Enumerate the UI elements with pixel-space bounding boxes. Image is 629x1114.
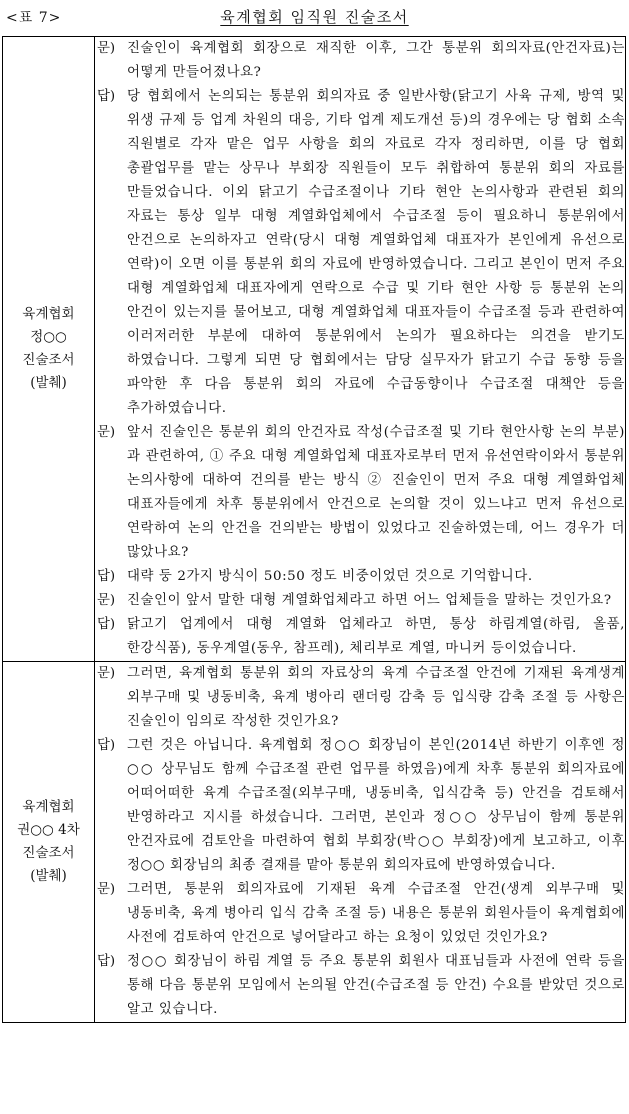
qa-text: 그러면, 육계협회 통분위 회의 자료상의 육계 수급조절 안건에 기재된 육계생계 외부구매 및 냉동비축, 육계 병아리 랜더링 감축 등 입식량 감축 조절 등 사항은 진술인이 임의로 작성한 것인가요? [127, 666, 625, 729]
table-row [3, 662, 626, 1023]
table-label: <표 7> [6, 10, 62, 26]
qa-item [95, 734, 625, 878]
statement-table [2, 36, 626, 1023]
qa-item [95, 613, 625, 661]
qa-label: 문) [97, 593, 116, 608]
source-cell [3, 662, 95, 1023]
source-line: 진술조서 [22, 845, 75, 861]
qa-text: 대략 둥 2가지 방식이 50:50 정도 비중이었던 것으로 기억합니다. [127, 569, 533, 584]
source-line: 권○○ 4차 [17, 822, 80, 838]
source-line: 정○○ [30, 329, 67, 345]
document-title: 육계협회 임직원 진술조서 [220, 8, 409, 26]
source-line: (발췌) [30, 868, 67, 884]
qa-label: 문) [97, 41, 116, 56]
source-line: (발췌) [30, 375, 67, 391]
source-line: 육계협회 [22, 799, 75, 815]
qa-item [95, 37, 625, 85]
document-header [0, 0, 629, 36]
qa-text: 진술인이 앞서 말한 대형 계열화업체라고 하면 어느 업체들을 말하는 것인가요? [127, 593, 612, 608]
qa-item [95, 565, 625, 589]
qa-label: 답) [97, 954, 116, 969]
qa-text: 닭고기 업계에서 대형 계열화 업체라고 하면, 통상 하림계열(하림, 올품, 한강식품), 동우계열(동우, 참프레), 체리부로 계열, 마니커 등이었습니다. [127, 617, 625, 656]
qa-item [95, 421, 625, 565]
qa-label: 문) [97, 425, 116, 440]
source-line: 진술조서 [22, 352, 75, 368]
qa-item [95, 878, 625, 950]
table-row [3, 37, 626, 662]
qa-label: 답) [97, 738, 116, 753]
qa-item [95, 950, 625, 1022]
qa-label: 문) [97, 882, 116, 897]
qa-item [95, 589, 625, 613]
qa-label: 문) [97, 666, 116, 681]
qa-text: 그런 것은 아닙니다. 육계협회 정○○ 회장님이 본인(2014년 하반기 이후엔 정○○ 상무님도 함께 수급조절 관련 업무를 하였음)에게 차후 통분위 회의자료에 어떠어떠한 육계 수급조절(외부구매, 냉동비축, 입식감축 등) 안건을 검토해서 반영하라고 지시를 하셨습니다. 그러면, 본인과 정○○ 상무님이 함께 통분위 안건자료에 검토안을 마련하여 협회 부회장(박○○ 부회장)에게 보고하고, 이후 정○○ 회장님의 최종 결재를 맡아 통분위 회의자료에 반영하였습니다. [127, 738, 625, 873]
source-cell [3, 37, 95, 662]
qa-label: 답) [97, 89, 116, 104]
qa-item [95, 85, 625, 421]
qa-label: 답) [97, 569, 116, 584]
qa-item [95, 662, 625, 734]
qa-text: 진술인이 육계협회 회장으로 재직한 이후, 그간 통분위 회의자료(안건자료)는 어떻게 만들어졌나요? [127, 41, 625, 80]
qa-label: 답) [97, 617, 116, 632]
qa-text: 그러면, 통분위 회의자료에 기재된 육계 수급조절 안건(생계 외부구매 및 냉동비축, 육계 병아리 입식 감축 조절 등) 내용은 통분위 회원사들이 육계협회에 사전에 검토하여 안건으로 넣어달라고 하는 요청이 있었던 것인가요? [127, 882, 625, 945]
qa-text: 앞서 진술인은 통분위 회의 안건자료 작성(수급조절 및 기타 현안사항 논의 부분)과 관련하여, ① 주요 대형 계열화업체 대표자로부터 먼저 유선연락이와서 통분위 논의사항에 대하여 건의를 받는 방식 ② 진술인이 먼저 주요 대형 계열화업체 대표자들에게 차후 통분위에서 안건으로 논의할 것이 있느냐고 먼저 유선으로 연락하여 논의 안건을 건의받는 방법이 있었다고 진술하였는데, 어느 경우가 더 많았나요? [127, 425, 625, 560]
qa-text: 정○○ 회장님이 하림 계열 등 주요 통분위 회원사 대표님들과 사전에 연락 등을 통해 다음 통분위 모임에서 논의될 안건(수급조절 등 안건) 수요를 받았던 것으로 알고 있습니다. [127, 954, 625, 1017]
qa-text: 당 협회에서 논의되는 통분위 회의자료 중 일반사항(닭고기 사육 규제, 방역 및 위생 규제 등 업계 차원의 대응, 기타 업계 제도개선 등)의 경우에는 당 협회 소속 직원별로 각자 맡은 업무 사항을 회의 자료로 각자 정리하면, 이를 당 협회 총괄업무를 맡는 상무나 부회장 직원들이 모두 취합하여 통분위 회의 자료를 만들었습니다. 이외 닭고기 수급조절이나 기타 현안 논의사항과 관련된 회의 자료는 통상 일부 대형 계열화업체에서 수급조절 등이 필요하니 통분위에서 안건으로 논의하자고 연락(당시 대형 계열화업체 대표자가 본인에게 유선으로 연락)이 오면 이를 통분위 회의 자료에 반영하였습니다. 그리고 본인이 먼저 주요 대형 계열화업체 대표자에게 연락으로 수급 및 기타 현안 사항 등 통분위 논의 안건이 있는지를 물어보고, 대형 계열화업체 대표자들이 수급조절 등과 관련하여 이러저러한 부분에 대하여 통분위에서 논의가 필요하다는 의견을 받기도 하였습니다. 그렇게 되면 당 협회에서는 담당 실무자가 닭고기 수급 동향 등을 파악한 후 다음 통분위 회의 자료에 수급동향이나 수급조절 대책안 등을 추가하였습니다. [127, 89, 625, 416]
source-line: 육계협회 [22, 306, 75, 322]
statement-cell [95, 662, 626, 1023]
statement-cell [95, 37, 626, 662]
